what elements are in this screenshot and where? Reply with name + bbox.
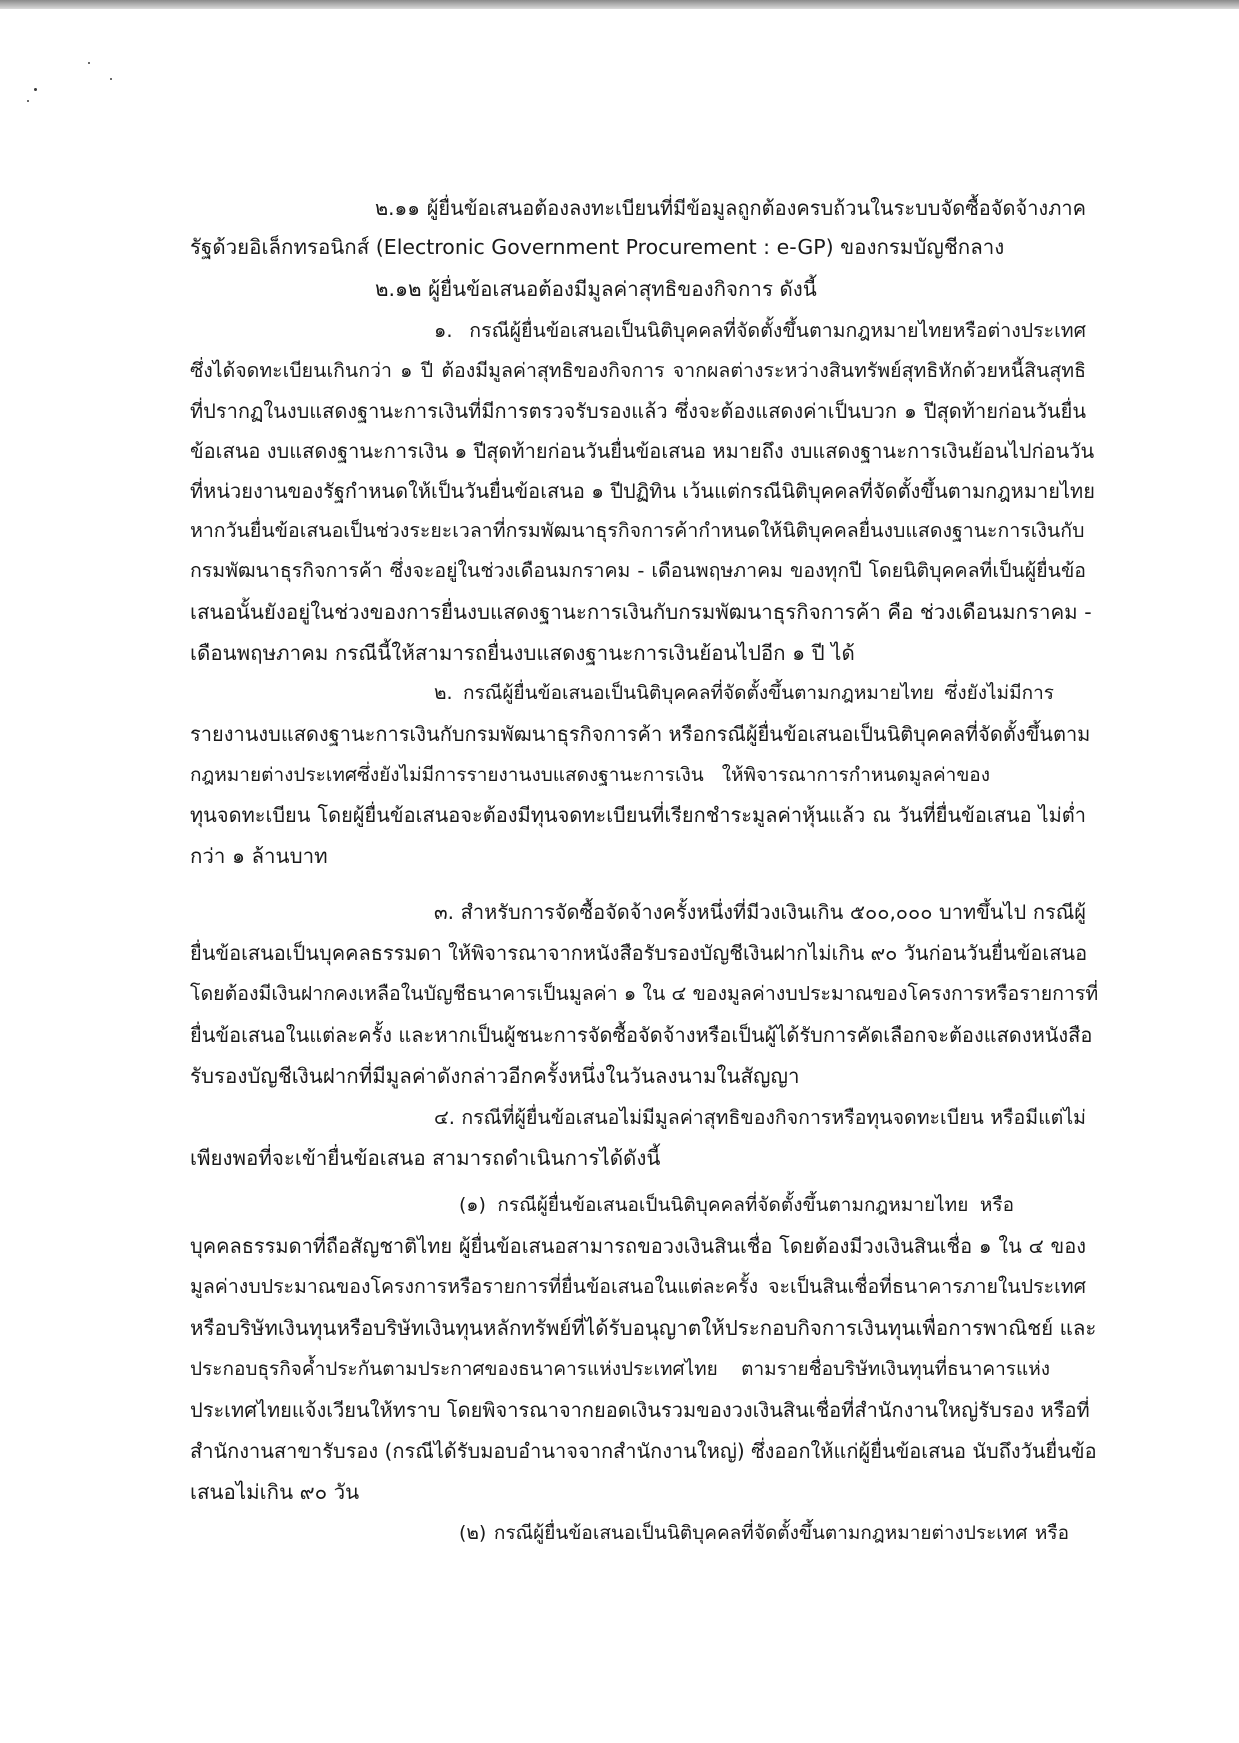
text-line: รัฐด้วยอิเล็กทรอนิกส์ (Electronic Government Procurement : e-GP) ของกรมบัญชีกลาง bbox=[190, 235, 1005, 259]
text-line: รับรองบัญชีเงินฝากที่มีมูลค่าดังกล่าวอีกครั้งหนึ่งในวันลงนามในสัญญา bbox=[190, 1064, 800, 1088]
text-line: หากวันยื่นข้อเสนอเป็นช่วงระยะเวลาที่กรมพัฒนาธุรกิจการค้ากำหนดให้นิติบุคคลยื่นงบแสดงฐานะการเงินกับ bbox=[190, 519, 1085, 542]
text-line: เดือนพฤษภาคม กรณีนี้ให้สามารถยื่นงบแสดงฐานะการเงินย้อนไปอีก ๑ ปี ได้ bbox=[190, 641, 855, 665]
clause-4-heading: ๔. กรณีที่ผู้ยื่นข้อเสนอไม่มีมูลค่าสุทธิของกิจการหรือทุนจดทะเบียน หรือมีแต่ไม่ bbox=[434, 1106, 1086, 1129]
text-line: ยื่นข้อเสนอเป็นบุคคลธรรมดา ให้พิจารณาจากหนังสือรับรองบัญชีเงินฝากไม่เกิน ๙๐ วันก่อนวันยื่นข้อเสนอ bbox=[190, 941, 1088, 965]
text-line: ที่ปรากฏในงบแสดงฐานะการเงินที่มีการตรวจรับรองแล้ว ซึ่งจะต้องแสดงค่าเป็นบวก ๑ ปีสุดท้ายก่อนวันยื่น bbox=[190, 399, 1086, 423]
text-line: ซึ่งได้จดทะเบียนเกินกว่า ๑ ปี ต้องมีมูลค่าสุทธิของกิจการ จากผลต่างระหว่างสินทรัพย์สุทธิหักด้วยหนี้สินสุทธิ bbox=[190, 359, 1086, 382]
text-line: ประเทศไทยแจ้งเวียนให้ทราบ โดยพิจารณาจากยอดเงินรวมของวงเงินสินเชื่อที่สำนักงานใหญ่รับรอง หรือที่ bbox=[190, 1398, 1090, 1422]
text-line: สำนักงานสาขารับรอง (กรณีได้รับมอบอำนาจจากสำนักงานใหญ่) ซึ่งออกให้แก่ผู้ยื่นข้อเสนอ นับถึงวันยื่นข้อ bbox=[190, 1439, 1097, 1463]
text-line: ทุนจดทะเบียน โดยผู้ยื่นข้อเสนอจะต้องมีทุนจดทะเบียนที่เรียกชำระมูลค่าหุ้นแล้ว ณ วันที่ยื่นข้อเสนอ ไม่ต่ำ bbox=[190, 803, 1086, 827]
text-line: ที่หน่วยงานของรัฐกำหนดให้เป็นวันยื่นข้อเสนอ ๑ ปีปฏิทิน เว้นแต่กรณีนิติบุคคลที่จัดตั้งขึ้นตามกฎหมายไทย bbox=[190, 479, 1095, 503]
sub-clause-2-heading: (๒) กรณีผู้ยื่นข้อเสนอเป็นนิติบุคคลที่จัดตั้งขึ้นตามกฎหมายต่างประเทศ หรือ bbox=[459, 1522, 1069, 1544]
section-2-11-heading: ๒.๑๑ ผู้ยื่นข้อเสนอต้องลงทะเบียนที่มีข้อมูลถูกต้องครบถ้วนในระบบจัดซื้อจัดจ้างภาค bbox=[375, 196, 1086, 220]
text-line: ยื่นข้อเสนอในแต่ละครั้ง และหากเป็นผู้ชนะการจัดซื้อจัดจ้างหรือเป็นผู้ได้รับการคัดเลือกจะต้องแสดงหนังสือ bbox=[190, 1023, 1093, 1047]
text-line: หรือบริษัทเงินทุนหรือบริษัทเงินทุนหลักทรัพย์ที่ได้รับอนุญาตให้ประกอบกิจการเงินทุนเพื่อการพาณิชย์ และ bbox=[190, 1316, 1097, 1340]
sub-clause-1-heading: (๑) กรณีผู้ยื่นข้อเสนอเป็นนิติบุคคลที่จัดตั้งขึ้นตามกฎหมายไทย หรือ bbox=[459, 1194, 1014, 1216]
text-line: เพียงพอที่จะเข้ายื่นข้อเสนอ สามารถดำเนินการได้ดังนี้ bbox=[190, 1146, 661, 1170]
text-line: เสนอนั้นยังอยู่ในช่วงของการยื่นงบแสดงฐานะการเงินกับกรมพัฒนาธุรกิจการค้า คือ ช่วงเดือนมกราคม - bbox=[190, 600, 1092, 624]
section-2-12-heading: ๒.๑๒ ผู้ยื่นข้อเสนอต้องมีมูลค่าสุทธิของกิจการ ดังนี้ bbox=[375, 277, 817, 301]
text-line: ข้อเสนอ งบแสดงฐานะการเงิน ๑ ปีสุดท้ายก่อนวันยื่นข้อเสนอ หมายถึง งบแสดงฐานะการเงินย้อนไปก่อนวัน bbox=[190, 439, 1095, 463]
text-line: บุคคลธรรมดาที่ถือสัญชาติไทย ผู้ยื่นข้อเสนอสามารถขอวงเงินสินเชื่อ โดยต้องมีวงเงินสินเชื่อ ๑ ใน ๔ ของ bbox=[190, 1234, 1086, 1258]
text-line: รายงานงบแสดงฐานะการเงินกับกรมพัฒนาธุรกิจการค้า หรือกรณีผู้ยื่นข้อเสนอเป็นนิติบุคคลที่จัดตั้งขึ้นตาม bbox=[190, 722, 1091, 746]
clause-2-heading: ๒. กรณีผู้ยื่นข้อเสนอเป็นนิติบุคคลที่จัดตั้งขึ้นตามกฎหมายไทย ซึ่งยังไม่มีการ bbox=[434, 682, 1054, 704]
clause-3-heading: ๓. สำหรับการจัดซื้อจัดจ้างครั้งหนึ่งที่มีวงเงินเกิน ๕๐๐,๐๐๐ บาทขึ้นไป กรณีผู้ bbox=[434, 900, 1086, 924]
text-line: มูลค่างบประมาณของโครงการหรือรายการที่ยื่นข้อเสนอในแต่ละครั้ง จะเป็นสินเชื่อที่ธนาคารภายในประเทศ bbox=[190, 1275, 1086, 1298]
text-line: โดยต้องมีเงินฝากคงเหลือในบัญชีธนาคารเป็นมูลค่า ๑ ใน ๔ ของมูลค่างบประมาณของโครงการหรือรายการที่ bbox=[190, 982, 1099, 1005]
text-line: กว่า ๑ ล้านบาท bbox=[190, 844, 328, 868]
clause-1-heading: ๑. กรณีผู้ยื่นข้อเสนอเป็นนิติบุคคลที่จัดตั้งขึ้นตามกฎหมายไทยหรือต่างประเทศ bbox=[434, 319, 1086, 342]
text-line: เสนอไม่เกิน ๙๐ วัน bbox=[190, 1480, 360, 1504]
text-line: กรมพัฒนาธุรกิจการค้า ซึ่งจะอยู่ในช่วงเดือนมกราคม - เดือนพฤษภาคม ของทุกปี โดยนิติบุคคลที่เป็นผู้ยื่นข้อ bbox=[190, 559, 1086, 582]
text-line: ประกอบธุรกิจค้ำประกันตามประกาศของธนาคารแห่งประเทศไทย ตามรายชื่อบริษัทเงินทุนที่ธนาคารแห่ง bbox=[190, 1358, 1050, 1380]
text-line: กฎหมายต่างประเทศซึ่งยังไม่มีการรายงานงบแสดงฐานะการเงิน ให้พิจารณาการกำหนดมูลค่าของ bbox=[190, 764, 990, 786]
